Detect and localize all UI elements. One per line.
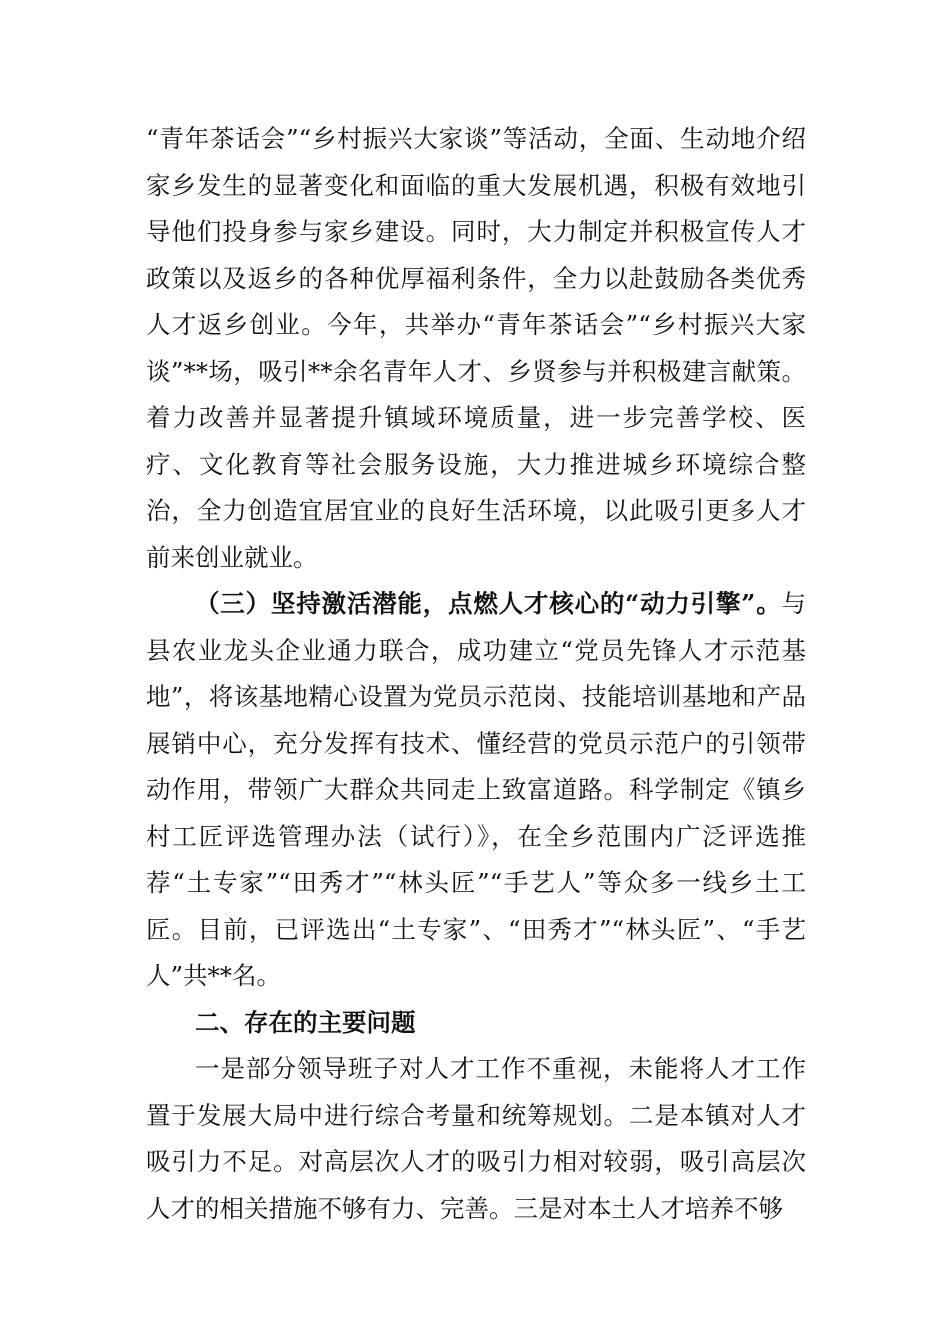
- paragraph-talent-attraction: “青年茶话会”“乡村振兴大家谈”等活动，全面、生动地介绍家乡发生的显著变化和面临的重大发展机遇，积极有效地引导他们投身参与家乡建设。同时，大力制定并积极宣传人才政策以及返乡的各种优厚福利条件，全力以赴鼓励各类优秀人才返乡创业。今年，共举办“青年茶话会”“乡村振兴大家谈”**场，吸引**余名青年人才、乡贤参与并积极建言献策。着力改善并显著提升镇域环境质量，进一步完善学校、医疗、文化教育等社会服务设施，大力推进城乡环境综合整治，全力创造宜居宜业的良好生活环境，以此吸引更多人才前来创业就业。: [146, 124, 806, 572]
- paragraph-activate-potential: [146, 581, 806, 1000]
- section-heading-main-problems: 二、存在的主要问题: [195, 1007, 416, 1037]
- section-3-lead: （三）坚持激活潜能，点燃人才核心的“动力引擎”。: [195, 589, 782, 618]
- paragraph-main-problems: 一是部分领导班子对人才工作不重视，未能将人才工作置于发展大局中进行综合考量和统筹规划。二是本镇对人才吸引力不足。对高层次人才的吸引力相对较弱，吸引高层次人才的相关措施不够有力、完善。三是对本土人才培养不够: [146, 1054, 806, 1223]
- section-3-body: 与县农业龙头企业通力联合，成功建立“党员先锋人才示范基地”，将该基地精心设置为党员示范岗、技能培训基地和产品展销中心，充分发挥有技术、懂经营的党员示范户的引领带动作用，带领广大群众共同走上致富道路。科学制定《镇乡村工匠评选管理办法（试行）》，在全乡范围内广泛评选推荐“土专家”“田秀才”“林头匠”“手艺人”等众多一线乡土工匠。目前，已评选出“土专家”、“田秀才”“林头匠”、“手艺人”共**名。: [146, 589, 806, 990]
- document-body: [146, 116, 806, 1232]
